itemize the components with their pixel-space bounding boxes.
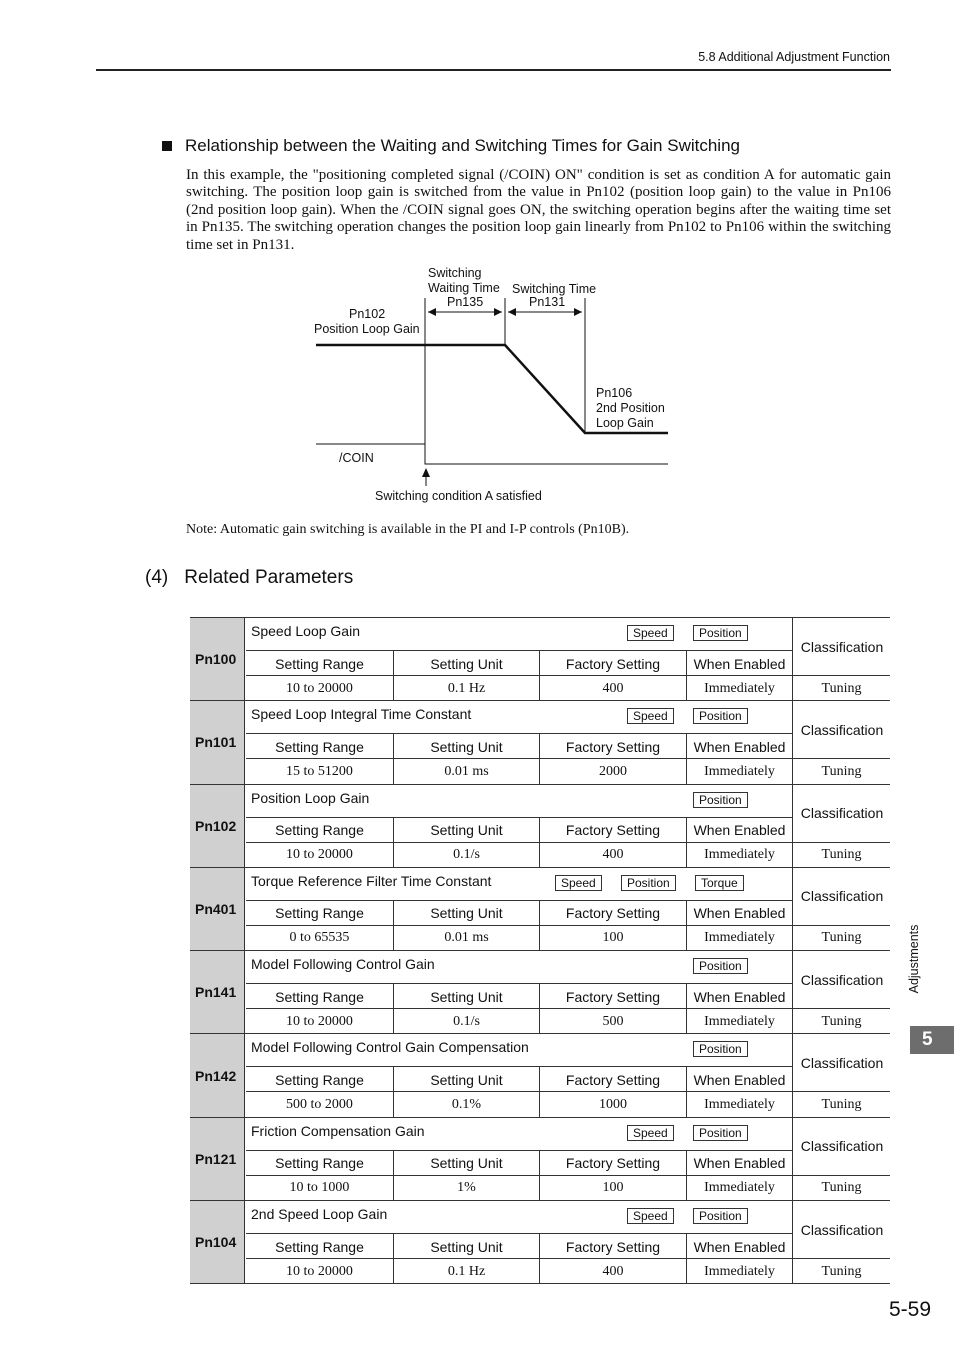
- setting-range-value: 10 to 1000: [289, 1180, 350, 1196]
- page-number: 5-59: [888, 1298, 931, 1321]
- header-rule: [96, 69, 891, 71]
- parameter-number: Pn101: [190, 701, 245, 783]
- control-mode-tag: Speed: [627, 1125, 674, 1141]
- setting-unit-value: 0.01 ms: [393, 926, 539, 951]
- setting-range-value: 15 to 51200: [286, 763, 353, 779]
- setting-unit-header: Setting Unit: [393, 651, 539, 676]
- classification-header: Classification: [792, 1201, 891, 1258]
- parameter-number: Pn142: [190, 1034, 245, 1116]
- arrowhead-icon: [494, 308, 502, 316]
- setting-range-header: Setting Range: [275, 905, 364, 922]
- value-row: [246, 758, 890, 784]
- classification-value: Tuning: [792, 759, 890, 784]
- subsection-title: Related Parameters: [184, 567, 354, 588]
- setting-unit-header: Setting Unit: [393, 1151, 539, 1176]
- factory-setting-value: 2000: [539, 759, 686, 784]
- value-row: [246, 842, 890, 868]
- value-row: [246, 1258, 890, 1284]
- parameter-name: Position Loop Gain: [251, 789, 370, 806]
- control-mode-tag: Speed: [555, 875, 602, 891]
- parameter-block: [190, 1117, 890, 1200]
- header-row: [246, 900, 792, 926]
- parameter-name: Model Following Control Gain Compensation: [251, 1039, 529, 1056]
- header-row: [246, 1233, 792, 1259]
- parameter-tables: [190, 617, 890, 1284]
- header-row: [246, 817, 792, 843]
- note: Note: Automatic gain switching is available in the PI and I-P controls (Pn10B).: [186, 522, 630, 537]
- section-title: Relationship between the Waiting and Switching Times for Gain Switching: [185, 136, 740, 155]
- when-enabled-value: Immediately: [686, 843, 792, 868]
- factory-setting-value: 400: [539, 1259, 686, 1284]
- classification-value: Tuning: [792, 1176, 890, 1201]
- parameter-number: Pn401: [190, 868, 245, 950]
- factory-setting-value: 500: [539, 1009, 686, 1034]
- when-enabled-value: Immediately: [686, 1259, 792, 1284]
- when-enabled-header: When Enabled: [686, 1067, 792, 1092]
- subsection-heading: [145, 567, 353, 589]
- parameter-block: [190, 784, 890, 867]
- when-enabled-value: Immediately: [686, 926, 792, 951]
- parameter-name: Speed Loop Gain: [251, 623, 360, 639]
- classification-value: Tuning: [792, 1259, 890, 1284]
- header-row: [246, 733, 792, 759]
- setting-range-header: Setting Range: [275, 738, 364, 755]
- factory-setting-value: 1000: [539, 1092, 686, 1117]
- factory-setting-header: Factory Setting: [539, 1151, 686, 1176]
- side-tab-label: Adjustments: [907, 924, 921, 994]
- parameter-number: Pn102: [190, 785, 245, 867]
- pn102-desc: Position Loop Gain: [314, 322, 420, 336]
- parameter-number: Pn100: [190, 618, 245, 700]
- setting-unit-value: 1%: [393, 1176, 539, 1201]
- factory-setting-header: Factory Setting: [539, 984, 686, 1009]
- setting-unit-value: 0.1/s: [393, 1009, 539, 1034]
- classification-header: Classification: [792, 1034, 891, 1091]
- switching-time-label: Switching Time: [512, 282, 597, 296]
- header-row: [246, 650, 792, 676]
- parameter-number: Pn104: [190, 1201, 245, 1283]
- header-row: [246, 983, 792, 1009]
- running-header: 5.8 Additional Adjustment Function: [698, 50, 890, 64]
- setting-range-value: 500 to 2000: [286, 1096, 353, 1112]
- up-arrow-icon: [422, 468, 430, 477]
- parameter-number: Pn141: [190, 951, 245, 1033]
- intro-paragraph: In this example, the "positioning completed signal (/COIN) ON" condition is set as condition A for automatic gain switching. The position loop gain is switched from the value in Pn102 (position loop gain) to the value in Pn106 (2nd position loop gain). When the /COIN signal goes ON, the switching operation begins after the waiting time set in Pn135. The switching operation changes the position loop gain linearly from Pn102 to Pn106 within the switching time set in Pn131.: [186, 167, 891, 253]
- setting-unit-value: 0.01 ms: [393, 759, 539, 784]
- factory-setting-header: Factory Setting: [539, 818, 686, 843]
- switching-time-param: Pn131: [529, 295, 566, 309]
- factory-setting-header: Factory Setting: [539, 651, 686, 676]
- control-mode-tag: Torque: [695, 875, 744, 891]
- setting-unit-header: Setting Unit: [393, 1234, 539, 1259]
- setting-unit-header: Setting Unit: [393, 1067, 539, 1092]
- value-row: [246, 1091, 890, 1117]
- when-enabled-header: When Enabled: [686, 818, 792, 843]
- setting-range-value: 10 to 20000: [286, 1013, 353, 1029]
- section-heading: [162, 136, 740, 156]
- value-row: [246, 925, 890, 951]
- control-mode-tag: Speed: [627, 625, 674, 641]
- parameter-block: [190, 700, 890, 783]
- setting-unit-header: Setting Unit: [393, 984, 539, 1009]
- control-mode-tag: Position: [693, 708, 748, 724]
- setting-range-header: Setting Range: [275, 1155, 364, 1172]
- setting-range-value: 0 to 65535: [289, 930, 350, 946]
- factory-setting-header: Factory Setting: [539, 734, 686, 759]
- classification-header: Classification: [792, 618, 891, 675]
- factory-setting-value: 100: [539, 1176, 686, 1201]
- setting-range-value: 10 to 20000: [286, 1263, 353, 1279]
- gain-switching-timing-diagram: [300, 258, 680, 508]
- factory-setting-header: Factory Setting: [539, 901, 686, 926]
- value-row: [246, 675, 890, 701]
- control-mode-tag: Position: [693, 1208, 748, 1224]
- setting-unit-value: 0.1 Hz: [393, 1259, 539, 1284]
- classification-header: Classification: [792, 785, 891, 842]
- pn102-label: Pn102: [349, 307, 386, 321]
- when-enabled-header: When Enabled: [686, 1234, 792, 1259]
- factory-setting-value: 400: [539, 843, 686, 868]
- setting-range-header: Setting Range: [275, 822, 364, 839]
- classification-value: Tuning: [792, 1009, 890, 1034]
- parameter-block: [190, 1200, 890, 1284]
- when-enabled-value: Immediately: [686, 759, 792, 784]
- control-mode-tag: Position: [693, 792, 748, 808]
- classification-header: Classification: [792, 868, 891, 925]
- factory-setting-value: 100: [539, 926, 686, 951]
- header-row: [246, 1150, 792, 1176]
- setting-unit-value: 0.1%: [393, 1092, 539, 1117]
- pn106-desc: Loop Gain: [596, 416, 654, 430]
- parameter-name: 2nd Speed Loop Gain: [251, 1206, 388, 1223]
- when-enabled-header: When Enabled: [686, 1151, 792, 1176]
- parameter-number: Pn121: [190, 1118, 245, 1200]
- setting-unit-header: Setting Unit: [393, 818, 539, 843]
- when-enabled-header: When Enabled: [686, 651, 792, 676]
- parameter-name: Torque Reference Filter Time Constant: [251, 872, 492, 889]
- control-mode-tag: Position: [693, 958, 748, 974]
- setting-range-header: Setting Range: [275, 1071, 364, 1088]
- parameter-block: [190, 950, 890, 1033]
- setting-range-header: Setting Range: [275, 988, 364, 1005]
- control-mode-tag: Position: [693, 1125, 748, 1141]
- classification-header: Classification: [792, 1118, 891, 1175]
- value-row: [246, 1008, 890, 1034]
- setting-unit-value: 0.1 Hz: [393, 676, 539, 701]
- control-mode-tag: Position: [693, 625, 748, 641]
- chapter-tab: 5: [910, 1026, 954, 1054]
- parameter-name: Friction Compensation Gain: [251, 1122, 425, 1139]
- classification-header: Classification: [792, 951, 891, 1008]
- pn106-label: Pn106: [596, 386, 633, 400]
- when-enabled-value: Immediately: [686, 1176, 792, 1201]
- classification-value: Tuning: [792, 1092, 890, 1117]
- setting-unit-header: Setting Unit: [393, 901, 539, 926]
- when-enabled-value: Immediately: [686, 1009, 792, 1034]
- factory-setting-header: Factory Setting: [539, 1234, 686, 1259]
- control-mode-tag: Position: [693, 1041, 748, 1057]
- pn106-desc: 2nd Position: [596, 401, 665, 415]
- factory-setting-header: Factory Setting: [539, 1067, 686, 1092]
- parameter-name: Model Following Control Gain: [251, 956, 435, 973]
- waiting-time-param: Pn135: [447, 295, 484, 309]
- when-enabled-header: When Enabled: [686, 901, 792, 926]
- setting-range-header: Setting Range: [275, 655, 364, 672]
- parameter-name: Speed Loop Integral Time Constant: [251, 706, 472, 723]
- when-enabled-header: When Enabled: [686, 984, 792, 1009]
- condition-label: Switching condition A satisfied: [375, 489, 542, 503]
- coin-label: /COIN: [339, 451, 374, 465]
- arrowhead-icon: [574, 308, 582, 316]
- waiting-time-label: Waiting Time: [428, 281, 500, 295]
- subsection-number: (4): [145, 567, 169, 588]
- setting-range-header: Setting Range: [275, 1238, 364, 1255]
- when-enabled-header: When Enabled: [686, 734, 792, 759]
- value-row: [246, 1175, 890, 1201]
- factory-setting-value: 400: [539, 676, 686, 701]
- classification-value: Tuning: [792, 676, 890, 701]
- setting-unit-value: 0.1/s: [393, 843, 539, 868]
- parameter-block: [190, 617, 890, 700]
- square-bullet-icon: [162, 141, 172, 151]
- classification-value: Tuning: [792, 926, 890, 951]
- classification-value: Tuning: [792, 843, 890, 868]
- arrowhead-icon: [428, 308, 436, 316]
- classification-header: Classification: [792, 701, 891, 758]
- header-row: [246, 1066, 792, 1092]
- control-mode-tag: Position: [621, 875, 676, 891]
- setting-range-value: 10 to 20000: [286, 680, 353, 696]
- waiting-time-label: Switching: [428, 266, 482, 280]
- parameter-block: [190, 1033, 890, 1116]
- setting-unit-header: Setting Unit: [393, 734, 539, 759]
- parameter-block: [190, 867, 890, 950]
- setting-range-value: 10 to 20000: [286, 847, 353, 863]
- when-enabled-value: Immediately: [686, 676, 792, 701]
- arrowhead-icon: [508, 308, 516, 316]
- control-mode-tag: Speed: [627, 1208, 674, 1224]
- when-enabled-value: Immediately: [686, 1092, 792, 1117]
- control-mode-tag: Speed: [627, 708, 674, 724]
